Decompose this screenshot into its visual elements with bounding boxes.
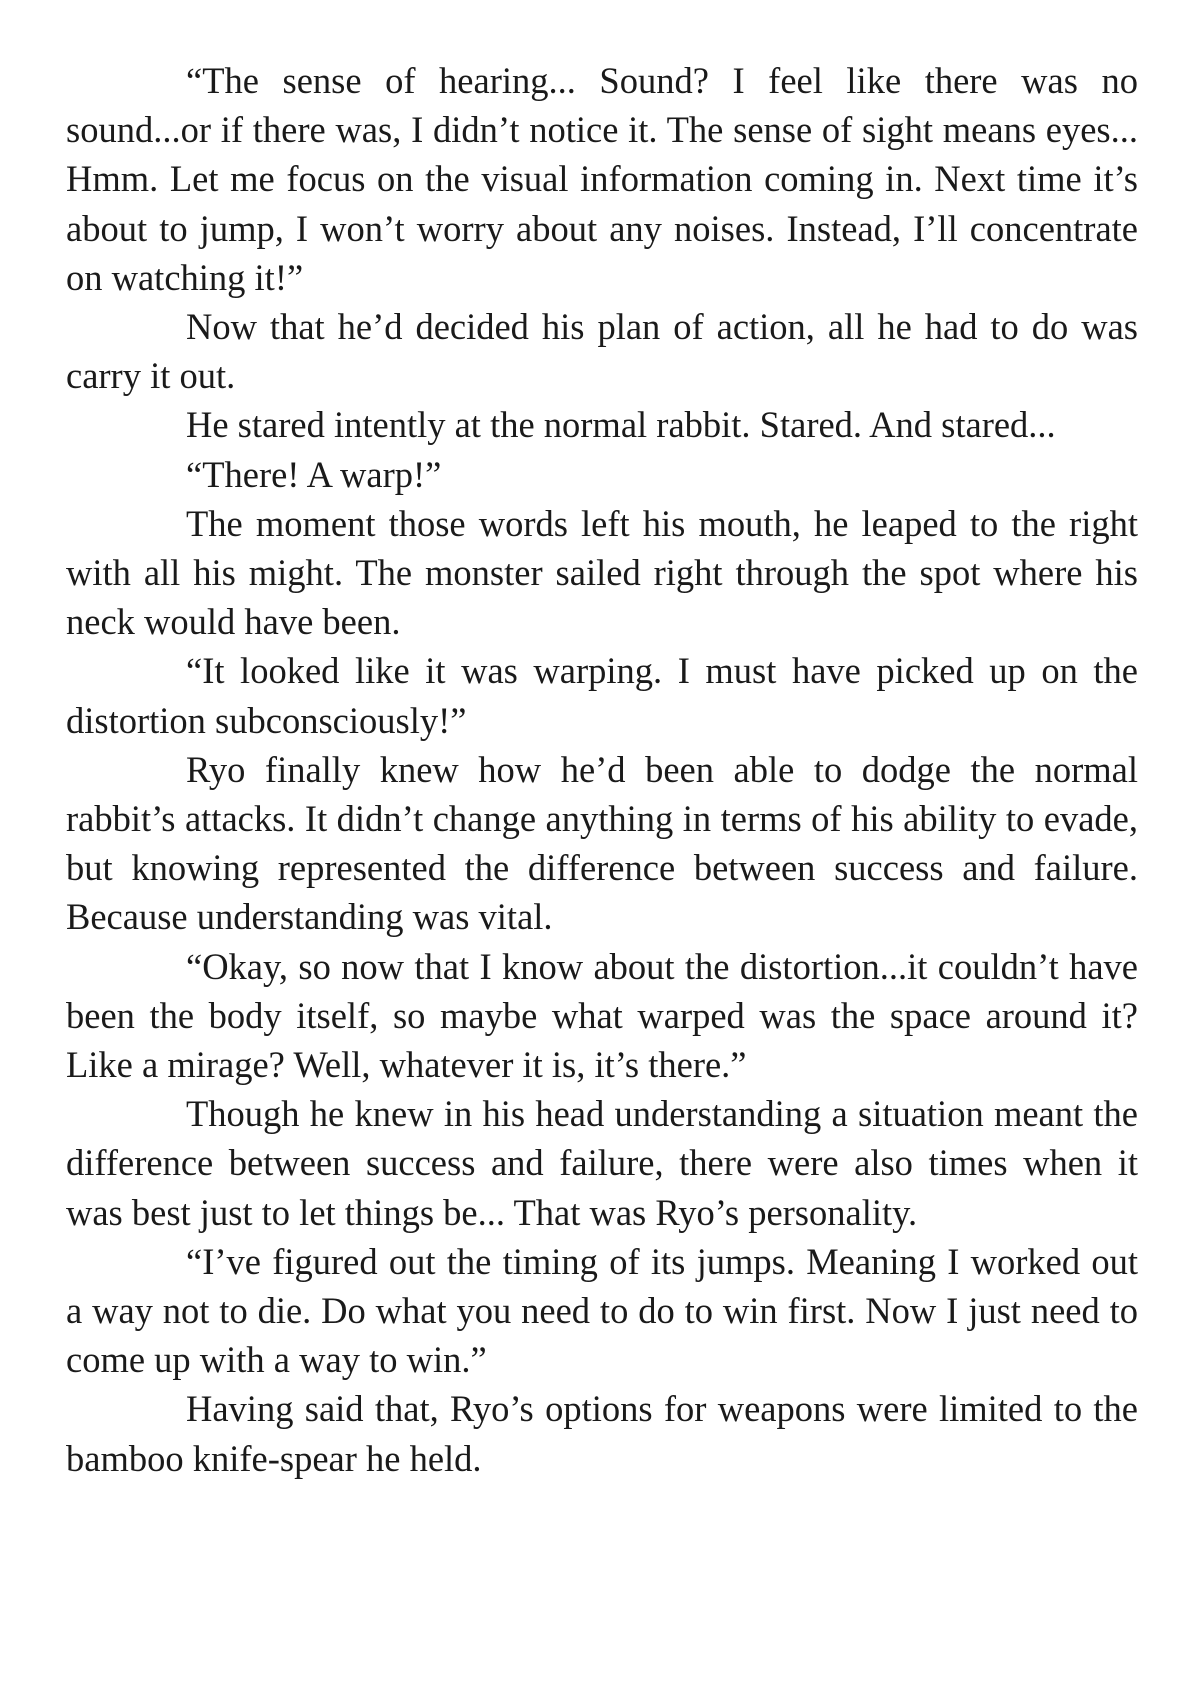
paragraph: Ryo finally knew how he’d been able to dodge the normal rabbit’s attacks. It didn’t change anything in terms of his ability to evade, but knowing represented the difference between success and failure. Because understanding was vital. <box>66 748 1138 938</box>
paragraph: “There! A warp!” <box>186 453 442 495</box>
paragraph: “It looked like it was warping. I must have picked up on the distortion subconsciously!” <box>66 650 1138 741</box>
paragraph: “The sense of hearing... Sound? I feel like there was no sound...or if there was, I didn’t notice it. The sense of sight means eyes... Hmm. Let me focus on the visual information coming in. Next time it’s about to jump, I won’t worry about any noises. Instead, I’ll concentrate on watching it!” <box>66 60 1138 298</box>
paragraph: “I’ve figured out the timing of its jumps. Meaning I worked out a way not to die. Do what you need to do to win first. Now I just need to come up with a way to win.” <box>66 1240 1138 1381</box>
paragraph: Now that he’d decided his plan of action, all he had to do was carry it out. <box>66 306 1138 397</box>
paragraph: He stared intently at the normal rabbit. Stared. And stared... <box>186 404 1056 446</box>
paragraph: “Okay, so now that I know about the distortion...it couldn’t have been the body itself, so maybe what warped was the space around it? Like a mirage? Well, whatever it is, it’s there.” <box>66 945 1138 1086</box>
paragraph: Having said that, Ryo’s options for weapons were limited to the bamboo knife-spear he held. <box>66 1388 1138 1479</box>
paragraph: Though he knew in his head understanding a situation meant the difference between success and failure, there were also times when it was best just to let things be... That was Ryo’s personality. <box>66 1093 1138 1233</box>
page-text <box>66 56 1138 1483</box>
paragraph: The moment those words left his mouth, he leaped to the right with all his might. The monster sailed right through the spot where his neck would have been. <box>66 502 1138 643</box>
